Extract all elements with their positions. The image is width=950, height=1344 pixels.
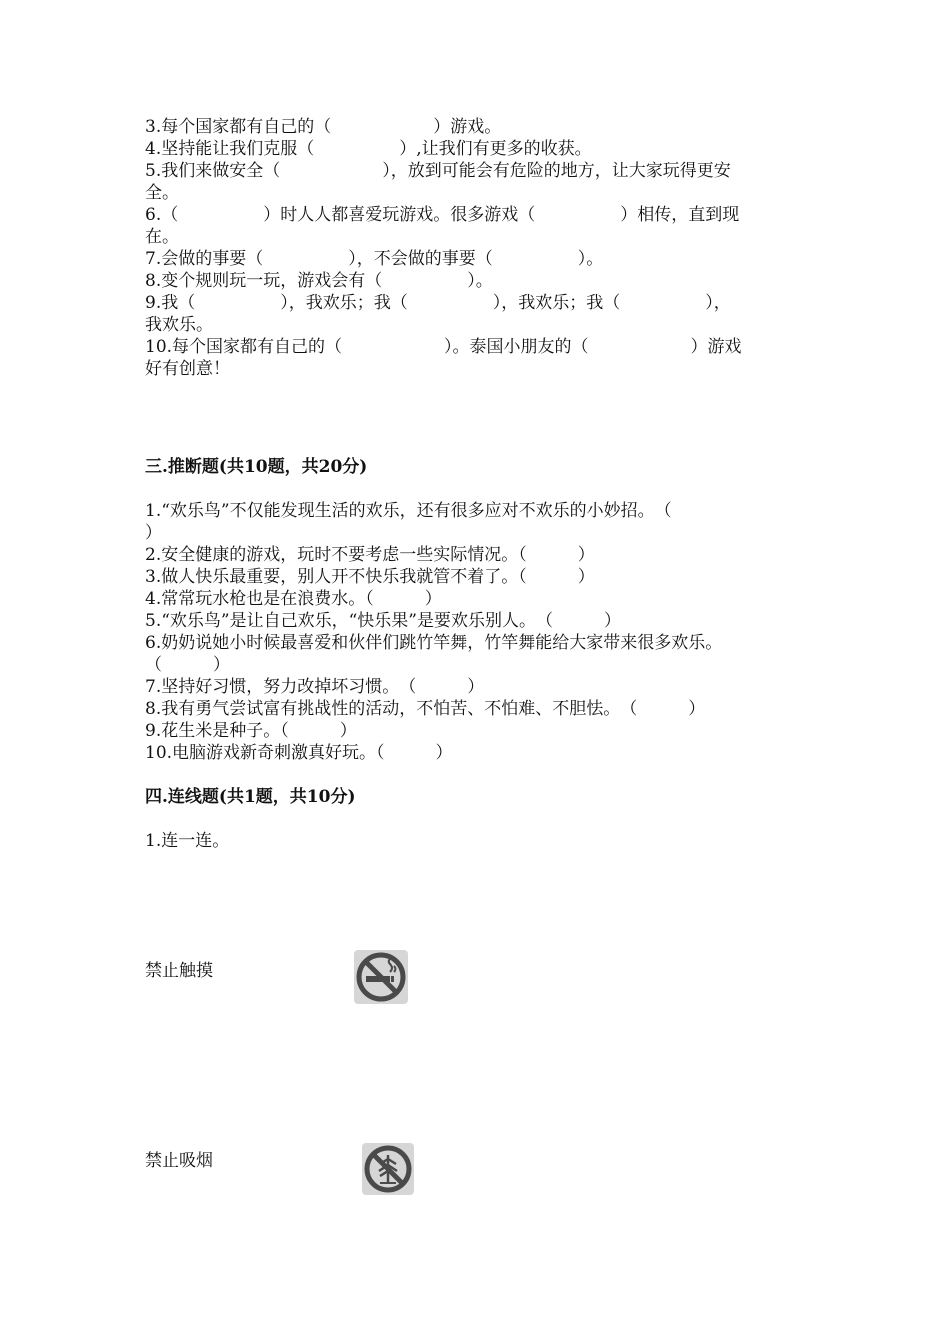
question-line: （ ） [145, 655, 230, 675]
question-line: 6.（ ）时人人都喜爱玩游戏。很多游戏（ ）相传，直到现 [145, 205, 740, 225]
question-line: 4.常常玩水枪也是在浪费水。（ ） [145, 589, 442, 609]
match-label-no-touching: 禁止触摸 [145, 961, 213, 981]
question-line: 9.我（ ），我欢乐；我（ ），我欢乐；我（ ）， [145, 293, 731, 313]
question-line: 7.会做的事要（ ），不会做的事要（ ）。 [145, 249, 604, 269]
question-line: 在。 [145, 227, 179, 247]
match-label-no-smoking: 禁止吸烟 [145, 1151, 213, 1171]
question-line: 3.每个国家都有自己的（ ）游戏。 [145, 117, 502, 137]
question-line: 3.做人快乐最重要，别人开不快乐我就管不着了。（ ） [145, 567, 595, 587]
section-4-title: 四.连线题(共1题，共10分) [145, 787, 356, 807]
question-line: 5.我们来做安全（ ），放到可能会有危险的地方，让大家玩得更安 [145, 161, 731, 181]
question-line: 9.花生米是种子。（ ） [145, 721, 357, 741]
question-line: 10.电脑游戏新奇刺激真好玩。（ ） [145, 743, 453, 763]
question-line: 8.我有勇气尝试富有挑战性的活动，不怕苦、不怕难、不胆怯。 （ ） [145, 699, 706, 719]
question-line: 1.“欢乐鸟”不仅能发现生活的欢乐，还有很多应对不欢乐的小妙招。 （ [145, 501, 672, 521]
question-line: ） [145, 523, 162, 543]
question-line: 7.坚持好习惯，努力改掉坏习惯。 （ ） [145, 677, 485, 697]
no-touching-plant-sign-icon [362, 1143, 414, 1195]
question-line: 好有创意！ [145, 359, 230, 379]
question-line: 10.每个国家都有自己的（ ）。泰国小朋友的（ ）游戏 [145, 337, 742, 357]
question-line: 全。 [145, 183, 179, 203]
question-line: 2.安全健康的游戏，玩时不要考虑一些实际情况。（ ） [145, 545, 595, 565]
no-smoking-sign-icon [354, 950, 408, 1004]
question-line: 8.变个规则玩一玩，游戏会有（ ）。 [145, 271, 493, 291]
question-line: 5.“欢乐鸟”是让自己欢乐，“快乐果”是要欢乐别人。 （ ） [145, 611, 621, 631]
question-line: 我欢乐。 [145, 315, 213, 335]
fill-blank-questions [145, 116, 810, 380]
question-line: 6.奶奶说她小时候最喜爱和伙伴们跳竹竿舞，竹竿舞能给大家带来很多欢乐。 [145, 633, 723, 653]
question-line: 4.坚持能让我们克服（ ）,让我们有更多的收获。 [145, 139, 592, 159]
matching-question: 1.连一连。 [145, 831, 230, 851]
true-false-questions [145, 500, 810, 764]
section-3-title: 三.推断题(共10题，共20分) [145, 457, 368, 477]
